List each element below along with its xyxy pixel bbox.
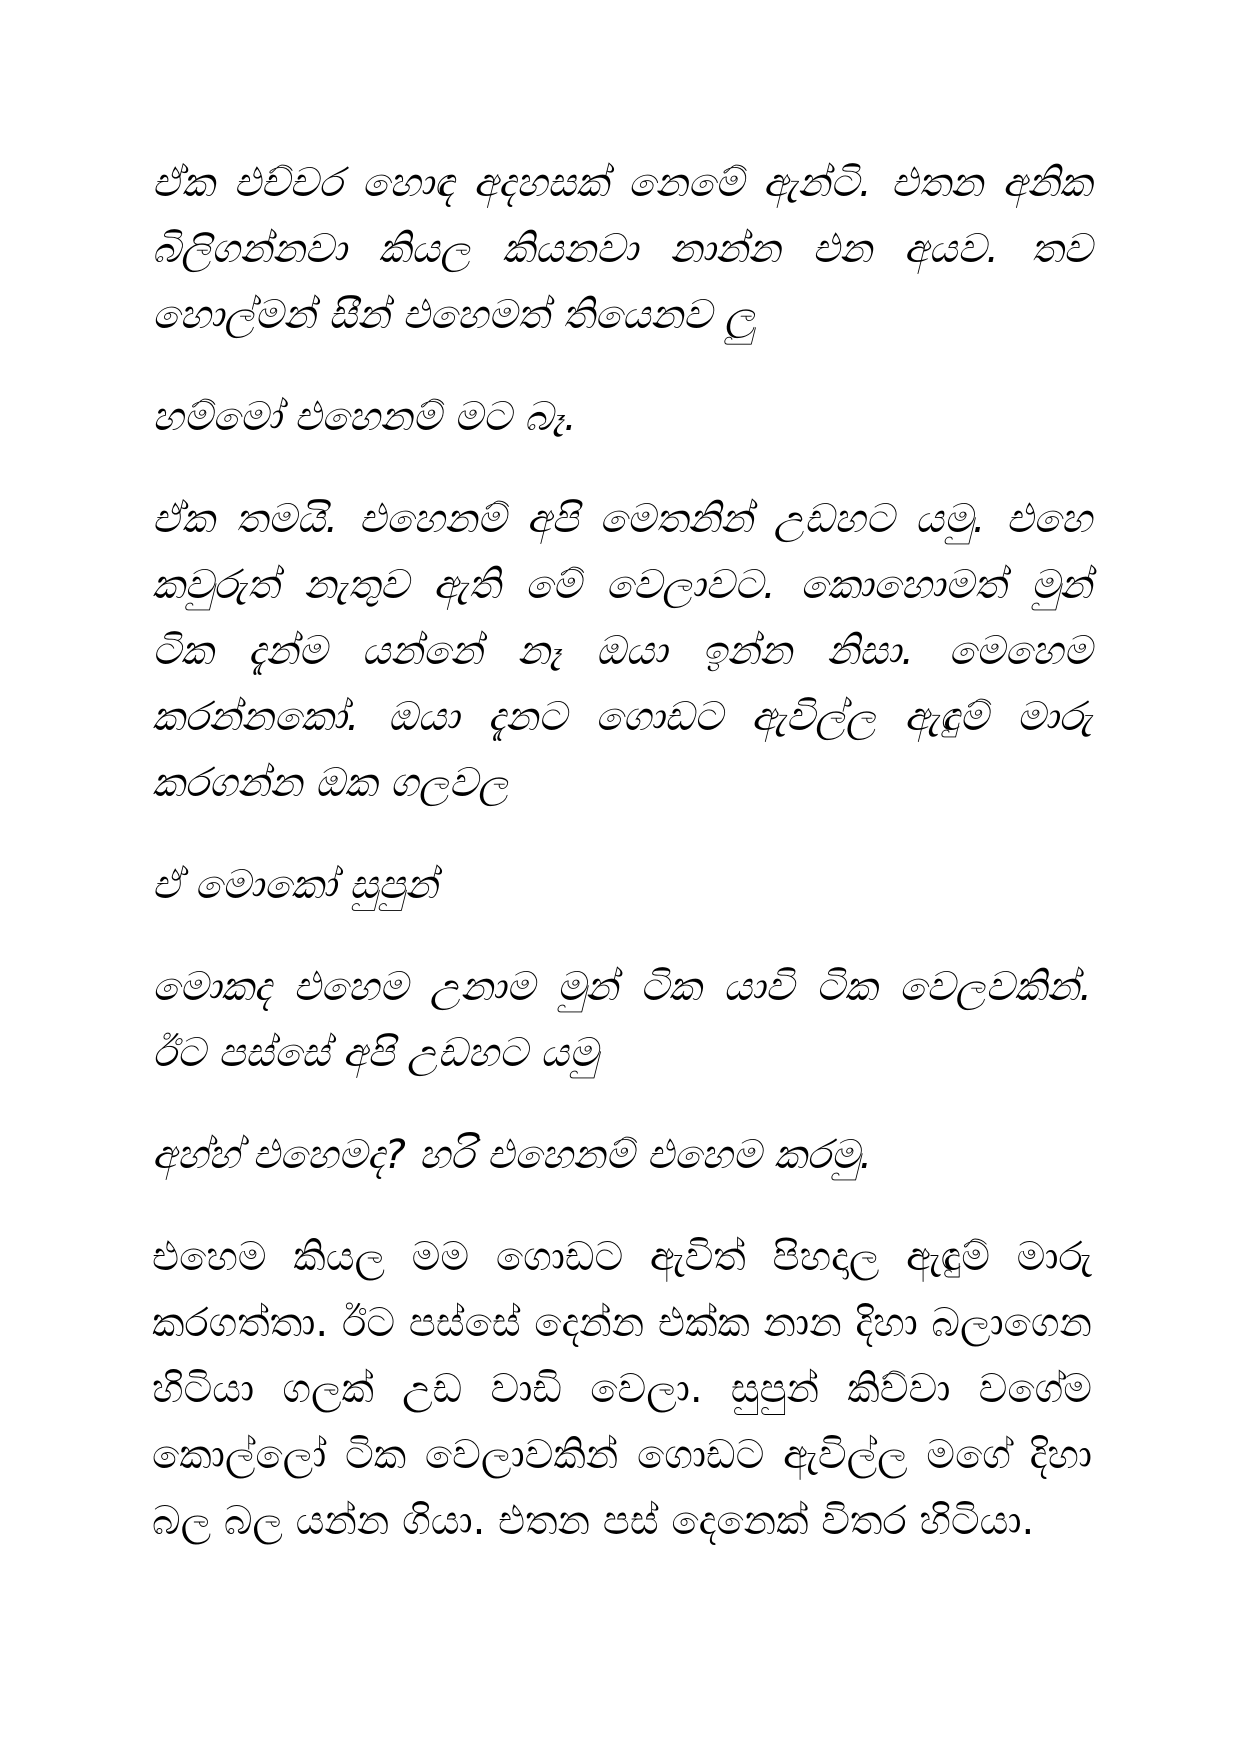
paragraph-6: අහ්හ් එහෙමද? හරි එහෙනම් එහෙම කරමු.	[152, 1132, 873, 1178]
document-page	[152, 150, 1092, 1590]
paragraph-1: ඒක එච්චර හොඳ අදහසක් නෙමේ ඇන්ටි. එතන අනික බිලිගන්නවා කියල කියනවා නාන්න එන අයව. තව හොල්මන් සීන් එහෙමත් තියෙනව ලු	[152, 160, 1092, 338]
paragraph-3: ඒක තමයි. එහෙනම් අපි මෙතනින් උඩහට යමු. එහෙ කවුරුත් නැතුව ඇති මේ වෙලාවට. කොහොමත් මුන් ටික දැන්ම යන්නේ නෑ ඔයා ඉන්න නිසා. මෙහෙම කරන්නකෝ. ඔයා දැනට ගොඩට ඇවිල්ල ඇඳුම් මාරු කරගන්න ඔක ගලවල	[152, 496, 1092, 806]
paragraph-4: ඒ මොකෝ සුපුන්	[152, 862, 438, 908]
paragraph-2: හම්මෝ එහෙනම් මට බෑ.	[152, 394, 577, 440]
paragraph-7: එහෙම කියල මම ගොඩට ඇවිත් පිහදාල ඇඳුම් මාරු කරගත්තා. ඊට පස්සේ දෙන්න එක්ක නාන දිහා බලාගෙන හිටියා ගලක් උඩ වාඩි වෙලා. සුපුන් කිව්වා වගේම කොල්ලෝ ටික වෙලාවකින් ගොඩට ඇවිල්ල මගේ දිහා බල බල යන්න ගියා. එතන පස් දෙනෙක් විතර හිටියා.	[152, 1234, 1092, 1544]
paragraph-5: මොකද එහෙම උනාම මුන් ටික යාවි ටික වෙලවකින්. ඊට පස්සේ අපි උඩහට යමු	[152, 964, 1092, 1076]
